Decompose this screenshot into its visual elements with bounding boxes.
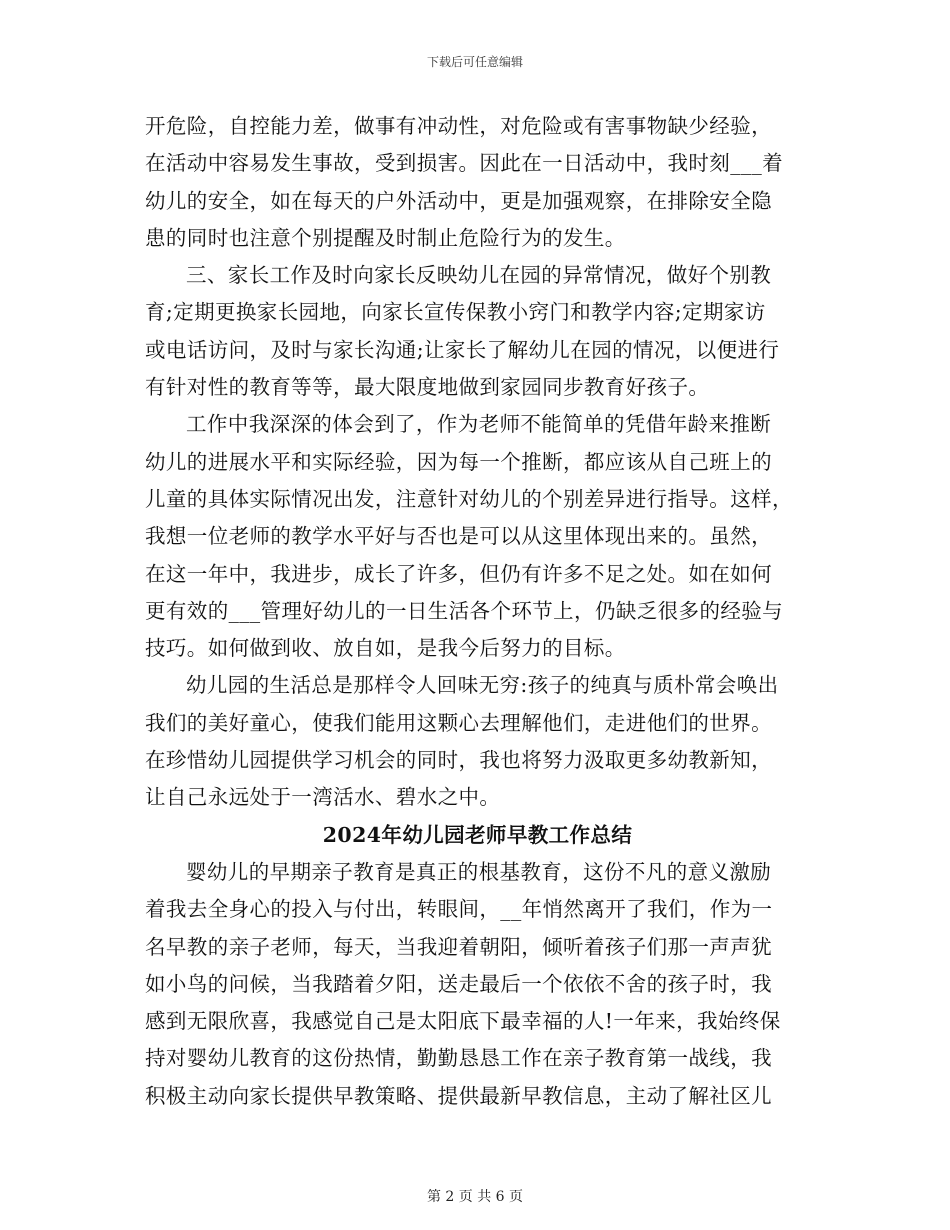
text-line: 在活动中容易发生事故，受到损害。因此在一日活动中，我时刻___着	[145, 151, 784, 176]
text-line: 积极主动向家长提供早教策略、提供最新早教信息，主动了解社区儿	[145, 1083, 772, 1108]
page-number-footer: 第 2 页 共 6 页	[426, 1189, 524, 1205]
text-line: 感到无限欣喜，我感觉自己是太阳底下最幸福的人!一年来，我始终保	[145, 1009, 781, 1034]
document-body	[145, 108, 810, 1115]
text-line: 技巧。如何做到收、放自如，是我今后努力的目标。	[145, 636, 626, 661]
text-line: 着我去全身心的投入与付出，转眼间，__年悄然离开了我们，作为一	[145, 897, 773, 922]
text-line: 让自己永远处于一湾活水、碧水之中。	[145, 785, 501, 810]
text-line: 持对婴幼儿教育的这份热情，勤勤恳恳工作在亲子教育第一战线，我	[145, 1046, 772, 1071]
text-line: 我们的美好童心，使我们能用这颗心去理解他们，走进他们的世界。	[145, 710, 772, 735]
text-line: 或电话访问，及时与家长沟通;让家长了解幼儿在园的情况，以便进行	[145, 337, 780, 362]
text-line: 在这一年中，我进步，成长了许多，但仍有许多不足之处。如在如何	[145, 561, 772, 586]
text-line: 育;定期更换家长园地，向家长宣传保教小窍门和教学内容;定期家访	[145, 300, 766, 325]
page-header: 下载后可任意编辑	[426, 55, 523, 69]
section-heading: 2024年幼儿园老师早教工作总结	[322, 822, 633, 847]
text-line: 幼儿的进展水平和实际经验，因为每一个推断，都应该从自己班上的	[145, 449, 772, 474]
text-line: 工作中我深深的体会到了，作为老师不能简单的凭借年龄来推断	[186, 412, 772, 437]
text-line: 幼儿的安全，如在每天的户外活动中，更是加强观察，在排除安全隐	[145, 188, 772, 213]
text-line: 如小鸟的问候，当我踏着夕阳，送走最后一个依依不舍的孩子时，我	[145, 971, 772, 996]
text-line: 在珍惜幼儿园提供学习机会的同时，我也将努力汲取更多幼教新知，	[145, 748, 772, 773]
text-line: 婴幼儿的早期亲子教育是真正的根基教育，这份不凡的意义激励	[186, 859, 772, 884]
text-line: 有针对性的教育等等，最大限度地做到家园同步教育好孩子。	[145, 375, 710, 400]
text-line: 更有效的___管理好幼儿的一日生活各个环节上，仍缺乏很多的经验与	[145, 598, 784, 623]
text-line: 三、家长工作及时向家长反映幼儿在园的异常情况，做好个别教	[186, 263, 772, 288]
text-line: 开危险，自控能力差，做事有冲动性，对危险或有害事物缺少经验，	[145, 114, 772, 138]
text-line: 儿童的具体实际情况出发，注意针对幼儿的个别差异进行指导。这样，	[145, 486, 793, 511]
text-line: 幼儿园的生活总是那样令人回味无穷:孩子的纯真与质朴常会唤出	[186, 673, 779, 698]
text-line: 患的同时也注意个别提醒及时制止危险行为的发生。	[145, 225, 626, 250]
text-line: 名早教的亲子老师，每天，当我迎着朝阳，倾听着孩子们那一声声犹	[145, 934, 772, 959]
text-line: 我想一位老师的教学水平好与否也是可以从这里体现出来的。虽然，	[145, 524, 772, 549]
